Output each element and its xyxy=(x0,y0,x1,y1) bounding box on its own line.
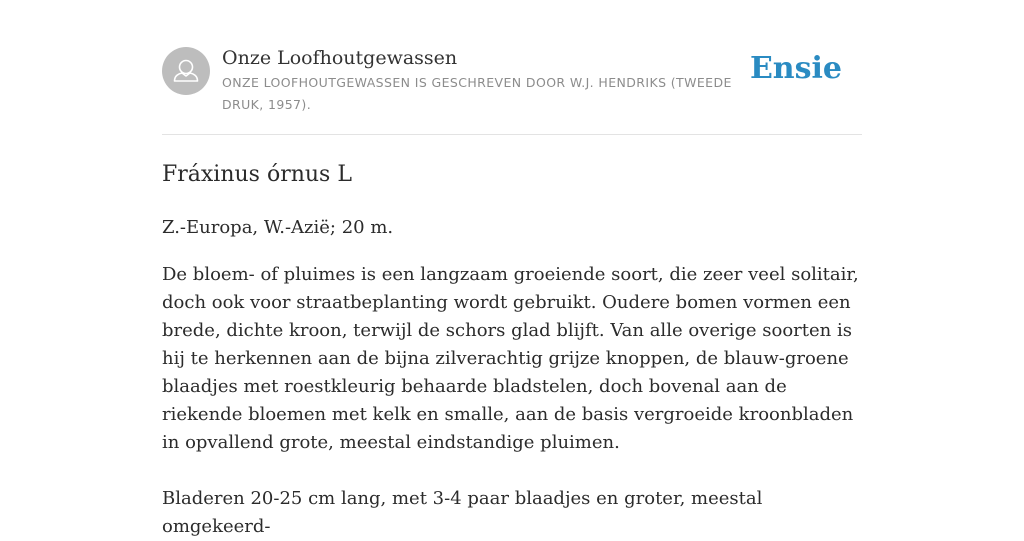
source-title[interactable]: Onze Loofhoutgewassen xyxy=(222,47,458,69)
source-avatar xyxy=(162,47,210,95)
article xyxy=(162,160,868,541)
article-region: Z.-Europa, W.-Azië; 20 m. xyxy=(162,217,394,238)
source-header xyxy=(162,0,862,135)
page-content xyxy=(162,0,862,537)
source-description: ONZE LOOFHOUTGEWASSEN IS GESCHREVEN DOOR W.J. HENDRIKS (TWEEDE DRUK, 1957). xyxy=(222,75,732,112)
article-title: Fráxinus órnus L xyxy=(162,162,352,187)
article-description: De bloem- of pluimes is een langzaam groeiende soort, die zeer veel solitair, doch ook voor straatbeplanting wordt gebruikt. Oudere bomen vormen een brede, dichte kroon, terwijl de schors glad blijft. Van alle overige soorten is hij te herkennen aan de bijna zilverachtig grijze knoppen, de blauw-groene blaadjes met roestkleurig behaarde bladstelen, doch bovenal aan de riekende bloemen met kelk en smalle, aan de basis vergroeide kroonbladen in opvallend grote, meestal eindstandige pluimen. xyxy=(162,264,859,453)
ensie-logo-link[interactable]: Ensie xyxy=(749,51,842,86)
article-leaves: Bladeren 20-25 cm lang, met 3-4 paar blaadjes en groter, meestal omgekeerd- xyxy=(162,488,763,537)
user-silhouette-icon xyxy=(162,47,210,95)
